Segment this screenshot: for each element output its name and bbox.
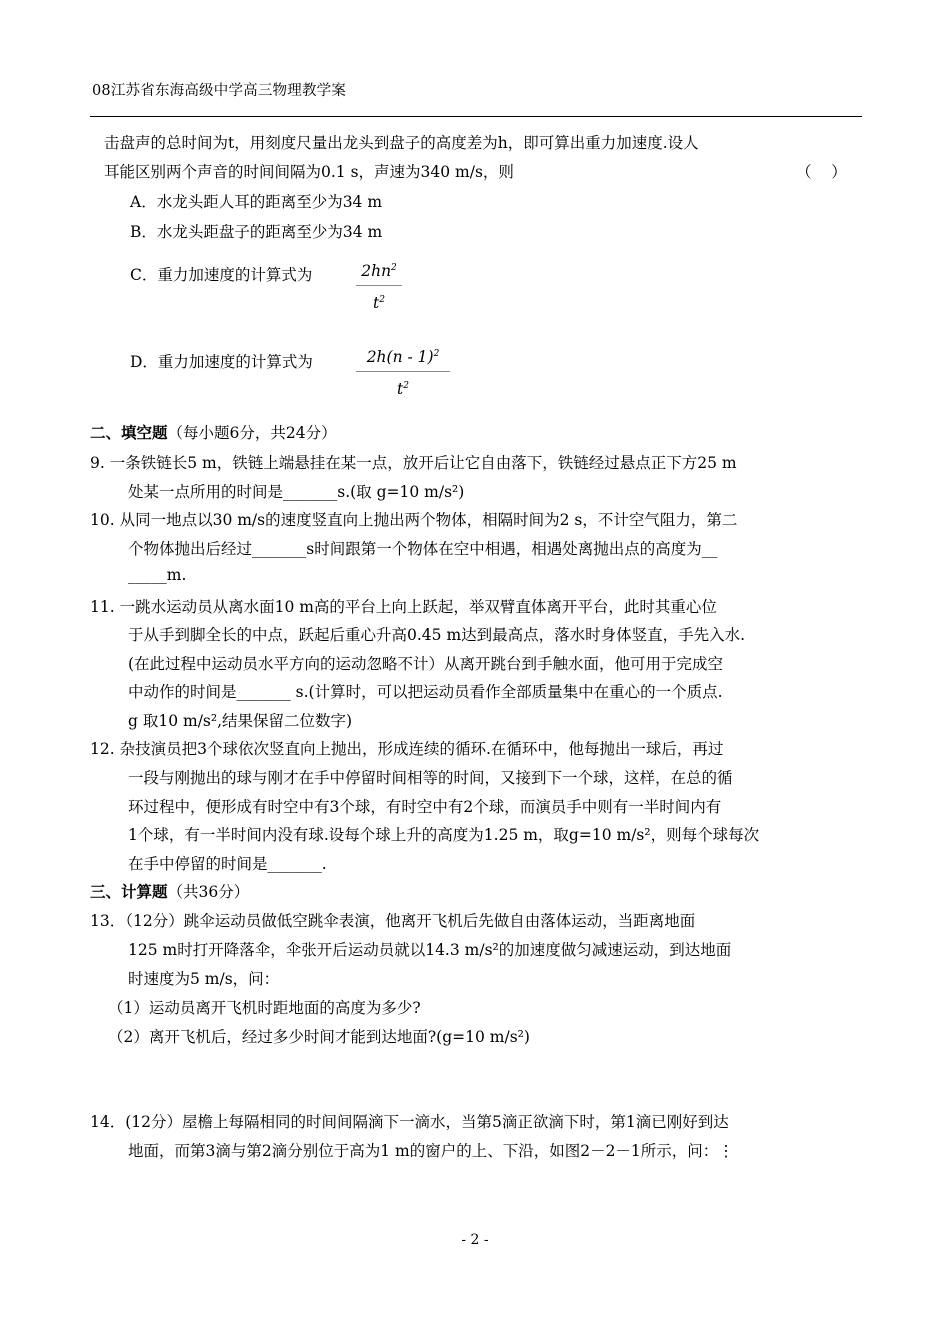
q13-subquestion-2: （2）离开飞机后，经过多少时间才能到达地面?(g=10 m/s²)	[108, 1028, 530, 1046]
q14-line-2: 地面，而第3滴与第2滴分别位于高为1 m的窗户的上、下沿，如图2－2－1所示，问：⋮	[128, 1142, 734, 1160]
q8-option-d: D．重力加速度的计算式为	[130, 353, 313, 371]
q8-option-a: A．水龙头距人耳的距离至少为34 m	[130, 193, 383, 211]
q8-option-b: B．水龙头距盘子的距离至少为34 m	[130, 223, 383, 241]
section-3-note: （共36分）	[167, 883, 250, 901]
answer-bracket: （ ）	[796, 163, 847, 181]
q10-line-1: 10. 从同一地点以30 m/s的速度竖直向上抛出两个物体，相隔时间为2 s，不计空气阻力，第二	[90, 511, 738, 529]
q11-line-4: 中动作的时间是_______ s.(计算时，可以把运动员看作全部质量集中在重心的一个质点.	[128, 683, 723, 701]
q12-line-3: 环过程中，便形成有时空中有3个球，有时空中有2个球，而演员手中则有一半时间内有	[128, 798, 722, 816]
formula-d-denominator: $t^2$	[397, 380, 409, 398]
q11-line-5: g 取10 m/s²,结果保留二位数字)	[128, 712, 353, 730]
q11-line-2: 于从手到脚全长的中点，跃起后重心升高0.45 m达到最高点，落水时身体竖直，手先入水.	[128, 626, 746, 644]
q10-line-2: 个物体抛出后经过_______s时间跟第一个物体在空中相遇，相遇处离抛出点的高度为__	[128, 540, 718, 558]
formula-c-denominator: $t^2$	[373, 294, 385, 312]
section-3-title: 三、计算题	[90, 882, 168, 901]
page-header: 08江苏省东海高级中学高三物理教学案	[92, 83, 347, 99]
q11-line-3: (在此过程中运动员水平方向的运动忽略不计）从离开跳台到手触水面，他可用于完成空	[128, 655, 724, 673]
q13-line-1: 13．（12分）跳伞运动员做低空跳伞表演，他离开飞机后先做自由落体运动，当距离地面	[90, 912, 696, 930]
formula-c-numerator: $2hn^2$	[356, 262, 402, 286]
formula-d	[356, 348, 450, 398]
page-number: - 2 -	[461, 1232, 489, 1248]
q8-option-c: C．重力加速度的计算式为	[130, 266, 313, 284]
q12-line-2: 一段与刚抛出的球与刚才在手中停留时间相等的时间，又接到下一个球，这样，在总的循	[128, 769, 733, 787]
q9-line-2: 处某一点所用的时间是_______s.(取 g=10 m/s²)	[128, 483, 465, 501]
q13-line-2: 125 m时打开降落伞，伞张开后运动员就以14.3 m/s²的加速度做匀减速运动，到达地面	[128, 941, 732, 959]
section-2-title: 二、填空题	[90, 423, 168, 442]
q13-subquestion-1: （1）运动员离开飞机时距地面的高度为多少?	[108, 999, 421, 1017]
q14-line-1: 14．(12分）屋檐上每隔相同的时间间隔滴下一滴水，当第5滴正欲滴下时，第1滴已刚好到达	[90, 1113, 729, 1131]
section-2-heading	[90, 421, 337, 443]
q12-line-4: 1个球，有一半时间内没有球.设每个球上升的高度为1.25 m，取g=10 m/s²，则每个球每次	[128, 826, 760, 844]
q8-line-2: 耳能区别两个声音的时间间隔为0.1 s，声速为340 m/s，则	[104, 163, 514, 181]
q13-line-3: 时速度为5 m/s，问：	[128, 970, 280, 988]
q12-line-5: 在手中停留的时间是_______.	[128, 855, 327, 873]
section-2-note: （每小题6分，共24分）	[167, 424, 337, 442]
header-divider	[90, 116, 862, 117]
q9-line-1: 9. 一条铁链长5 m，铁链上端悬挂在某一点，放开后让它自由落下，铁链经过悬点正下方25 m	[90, 454, 737, 472]
q11-line-1: 11. 一跳水运动员从离水面10 m高的平台上向上跃起，举双臂直体离开平台，此时其重心位	[90, 598, 717, 616]
formula-c	[356, 262, 402, 312]
q12-line-1: 12. 杂技演员把3个球依次竖直向上抛出，形成连续的循环.在循环中，他每抛出一球后，再过	[90, 740, 724, 758]
section-3-heading	[90, 880, 249, 902]
q8-line-1: 击盘声的总时间为t，用刻度尺量出龙头到盘子的高度差为h，即可算出重力加速度.设人	[104, 134, 699, 152]
formula-d-numerator: 2h(n - 1)$^2$	[356, 348, 450, 372]
q10-line-3: _____m.	[128, 566, 187, 584]
